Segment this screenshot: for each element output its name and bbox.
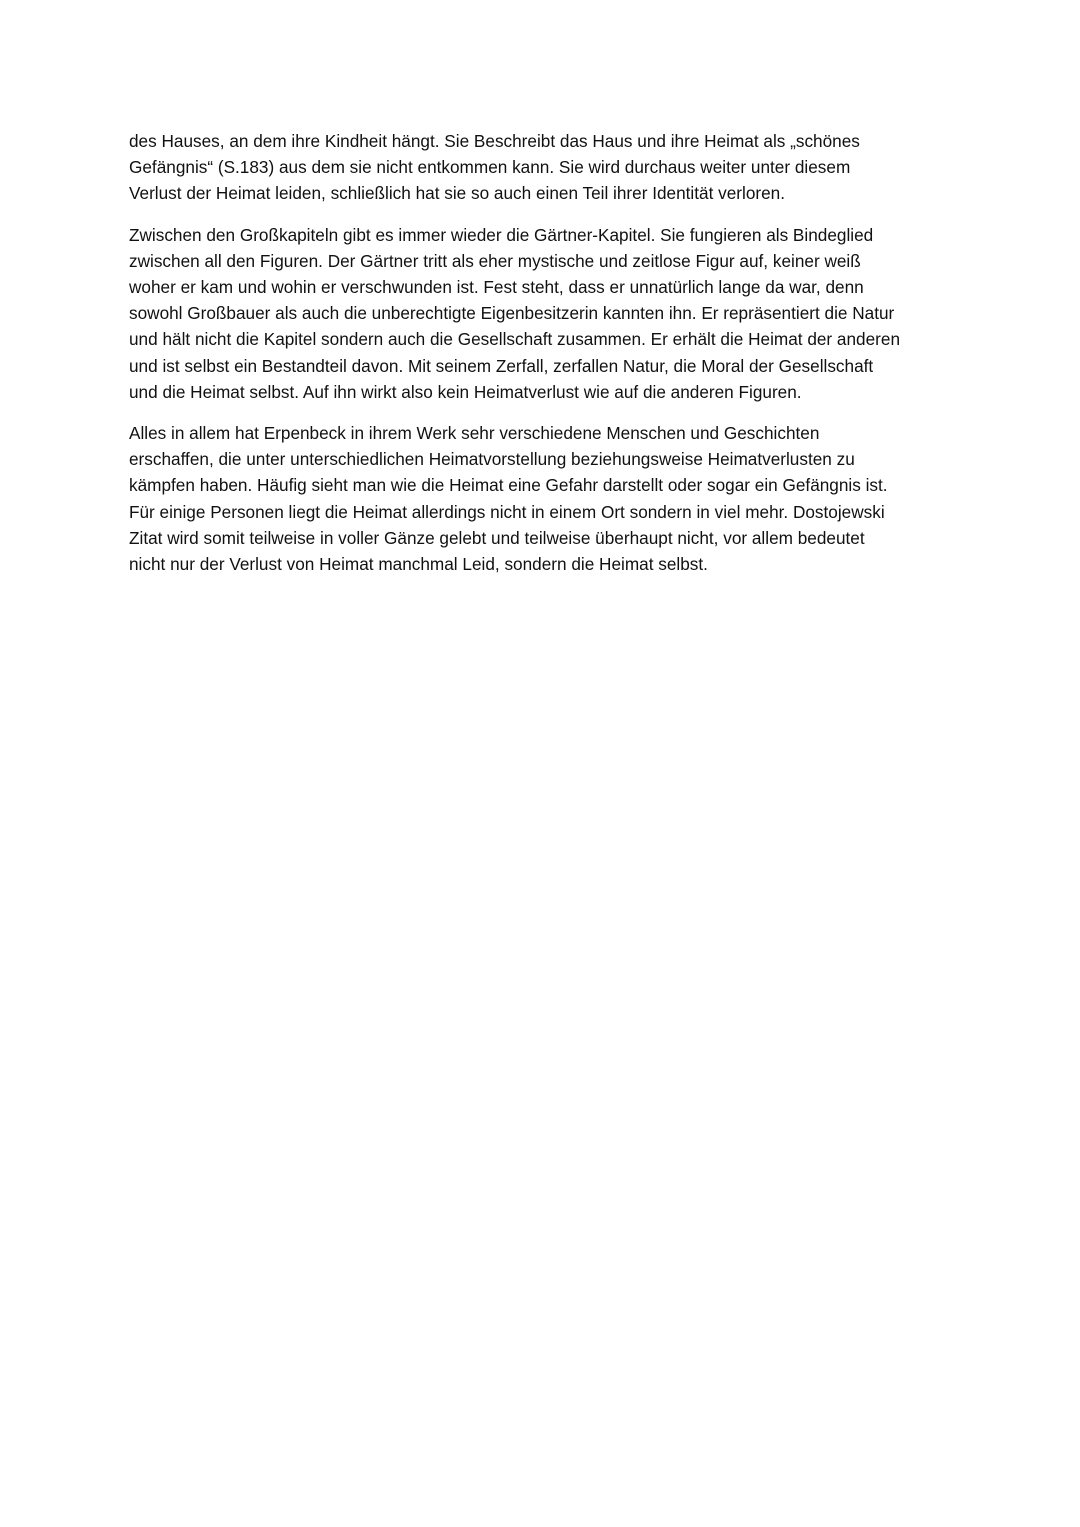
text-line: erschaffen, die unter unterschiedlichen Heimatvorstellung beziehungsweise Heimatverlusten zu — [129, 449, 855, 470]
text-line: kämpfen haben. Häufig sieht man wie die Heimat eine Gefahr darstellt oder sogar ein Gefängnis ist. — [129, 475, 888, 496]
text-line: woher er kam und wohin er verschwunden ist. Fest steht, dass er unnatürlich lange da war, denn — [129, 277, 864, 298]
text-line: Gefängnis“ (S.183) aus dem sie nicht entkommen kann. Sie wird durchaus weiter unter diesem — [129, 157, 851, 178]
text-line: nicht nur der Verlust von Heimat manchmal Leid, sondern die Heimat selbst. — [129, 554, 708, 575]
text-line: und die Heimat selbst. Auf ihn wirkt also kein Heimatverlust wie auf die anderen Figuren. — [129, 381, 802, 402]
document-body — [129, 128, 951, 592]
text-line: Alles in allem hat Erpenbeck in ihrem Werk sehr verschiedene Menschen und Geschichten — [129, 423, 820, 444]
text-line: des Hauses, an dem ihre Kindheit hängt. Sie Beschreibt das Haus und ihre Heimat als „schönes — [129, 131, 860, 151]
text-line: und hält nicht die Kapitel sondern auch die Gesellschaft zusammen. Er erhält die Heimat der anderen — [129, 329, 901, 350]
paragraph-conclusion — [129, 420, 951, 577]
text-line: Zitat wird somit teilweise in voller Gänze gelebt und teilweise überhaupt nicht, vor allem bedeutet — [129, 527, 865, 548]
text-line: sowohl Großbauer als auch die unberechtigte Eigenbesitzerin kannten ihn. Er repräsentiert die Natur — [129, 303, 895, 324]
text-line: Zwischen den Großkapiteln gibt es immer wieder die Gärtner-Kapitel. Sie fungieren als Bindeglied — [129, 224, 874, 245]
paragraph-gaertner — [129, 222, 951, 405]
text-line: Für einige Personen liegt die Heimat allerdings nicht in einem Ort sondern in viel mehr. Dostojewski — [129, 501, 885, 522]
text-line: und ist selbst ein Bestandteil davon. Mit seinem Zerfall, zerfallen Natur, die Moral der Gesellschaft — [129, 355, 874, 376]
text-line: Verlust der Heimat leiden, schließlich hat sie so auch einen Teil ihrer Identität verloren. — [129, 183, 786, 204]
text-line: zwischen all den Figuren. Der Gärtner tritt als eher mystische und zeitlose Figur auf, keiner weiß — [129, 250, 861, 271]
paragraph-heimat-prison — [129, 128, 951, 207]
